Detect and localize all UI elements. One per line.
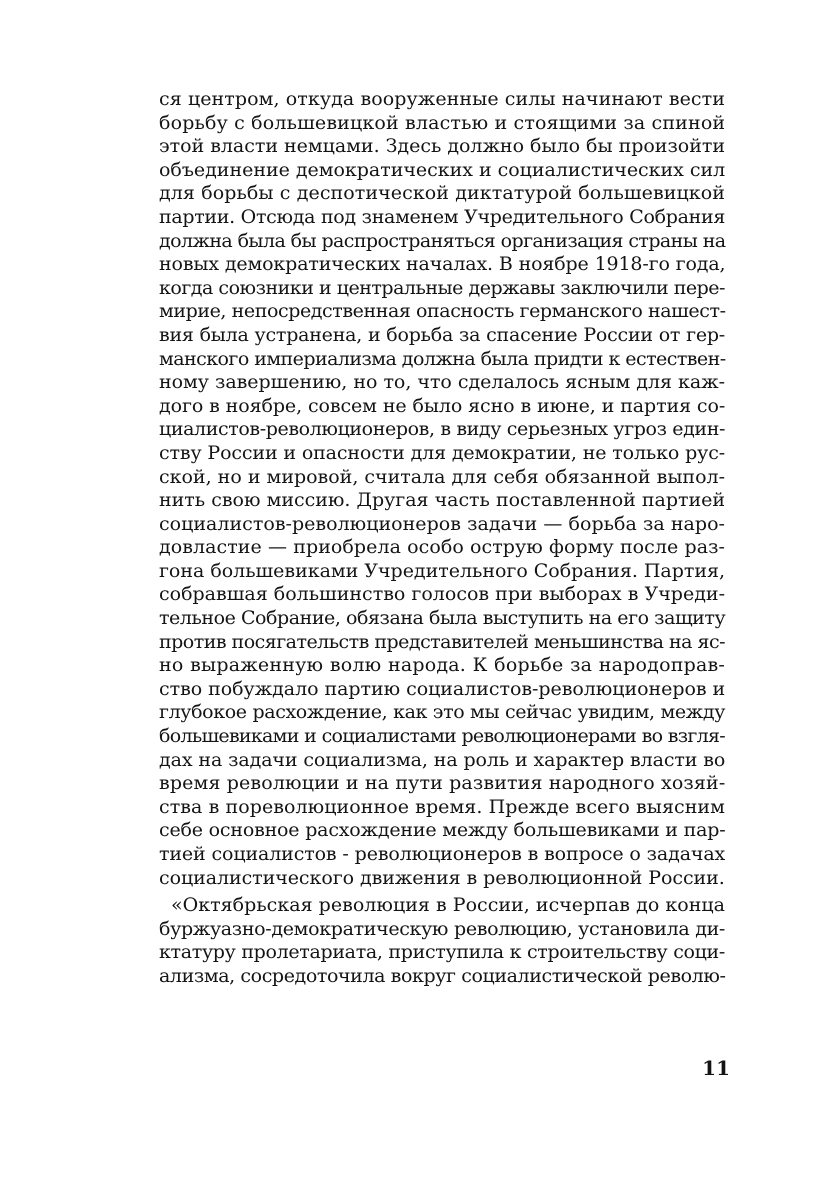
text-line: собравшая большинство голосов при выборах в Учреди-	[159, 583, 725, 606]
text-line: вия была устранена, и борьба за спасение России от гер-	[159, 323, 725, 346]
text-line: объединение демократических и социалистических сил	[159, 158, 726, 181]
text-line: партии. Отсюда под знаменем Учредительного Собрания	[159, 205, 725, 228]
text-line: против посягательств представителей меньшинства на яс-	[159, 630, 725, 653]
text-line: буржуазно-демократическую революцию, установила ди-	[159, 917, 725, 940]
text-line: но выраженную волю народа. К борьбе за народоправ-	[159, 654, 725, 677]
text-line: тельное Собрание, обязана была выступить на его защиту	[159, 607, 726, 630]
text-line: ному завершению, но то, что сделалось ясным для каж-	[159, 371, 725, 394]
text-line: для борьбы с деспотической диктатурой большевицкой	[159, 182, 725, 205]
text-line: социалистов-революционеров задачи — борьба за наро-	[159, 512, 725, 535]
text-line: ктатуру пролетариата, приступила к строительству соци-	[159, 941, 725, 964]
text-line: дах на задачи социализма, на роль и характер власти во	[159, 748, 726, 771]
page-number: 11	[702, 1056, 730, 1080]
text-line: манского империализма должна была придти к естествен-	[159, 347, 726, 370]
text-line: ской, но и мировой, считала для себя обязанной выпол-	[159, 465, 725, 488]
text-line: новых демократических началах. В ноябре 1918-го года,	[159, 253, 726, 276]
text-line: дого в ноябре, совсем не было ясно в июне, и партия со-	[159, 394, 726, 417]
text-line: ства в пореволюционное время. Прежде всего выясним	[159, 795, 725, 818]
text-line: ству России и опасности для демократии, не только рус-	[159, 441, 725, 464]
body-text	[159, 88, 725, 989]
text-line: большевиками и социалистами революционерами во взгля-	[159, 725, 725, 748]
paragraph-2	[159, 894, 725, 988]
text-line: тией социалистов - революционеров в вопросе о задачах	[159, 843, 726, 865]
text-line: гона большевиками Учредительного Собрания. Партия,	[159, 559, 725, 582]
text-line: нить свою миссию. Другая часть поставленной партией	[159, 489, 725, 512]
text-line: глубокое расхождение, как это мы сейчас увидим, между	[159, 701, 725, 724]
text-line: ся центром, откуда вооруженные силы начинают вести	[159, 88, 725, 110]
paragraph-1	[159, 88, 725, 890]
text-line: мирие, непосредственная опасность германского нашест-	[159, 300, 726, 323]
text-line: ализма, сосредоточила вокруг социалистической револю-	[159, 964, 726, 987]
text-line: этой власти немцами. Здесь должно было бы произойти	[159, 135, 725, 158]
text-line: довластие — приобрела особо острую форму после раз-	[159, 536, 725, 559]
text-line: «Октябрьская революция в России, исчерпав до конца	[171, 894, 725, 917]
text-line: борьбу с большевицкой властью и стоящими за спиной	[159, 111, 726, 134]
text-line: время революции и на пути развития народного хозяй-	[159, 772, 726, 795]
text-line: когда союзники и центральные державы заключили пере-	[159, 276, 725, 299]
text-line: циалистов-революционеров, в виду серьезных угроз един-	[159, 418, 725, 441]
text-line: социалистического движения в революционной России.	[159, 866, 725, 889]
text-line: должна была бы распространяться организация страны на	[159, 229, 726, 252]
text-line: ство побуждало партию социалистов-революционеров и	[159, 677, 726, 700]
text-line: себе основное расхождение между большевиками и пар-	[159, 819, 726, 842]
